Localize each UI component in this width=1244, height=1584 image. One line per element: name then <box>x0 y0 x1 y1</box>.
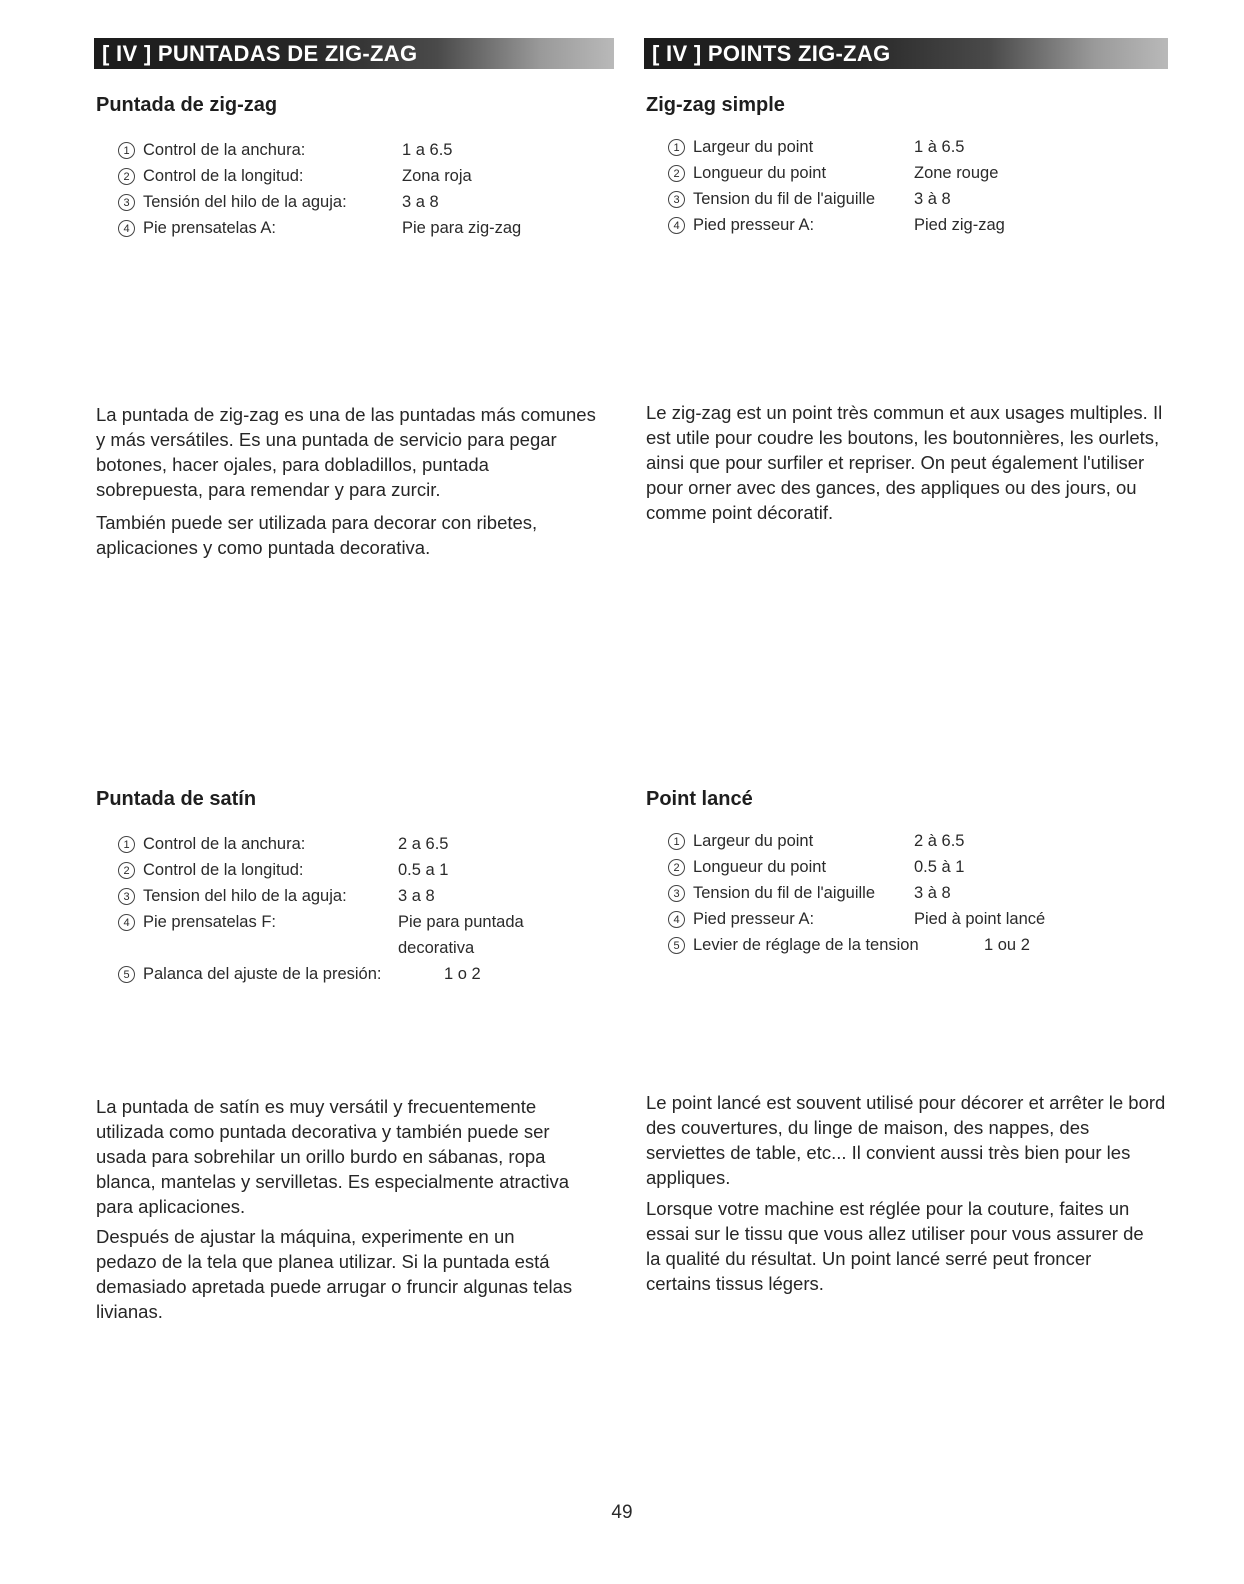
number-4-icon: 4 <box>668 911 685 928</box>
number-1-icon: 1 <box>668 833 685 850</box>
page-number: 49 <box>611 1502 633 1523</box>
spec-label: Tensión del hilo de la aguja: <box>143 193 347 211</box>
number-4-icon: 4 <box>668 217 685 234</box>
spec-row <box>668 212 1005 238</box>
number-1-icon: 1 <box>118 142 135 159</box>
spec-row <box>118 961 481 987</box>
number-2-icon: 2 <box>118 862 135 879</box>
spec-label: Tension du fil de l'aiguille <box>693 884 876 902</box>
spec-value: 1 ou 2 <box>984 936 1030 954</box>
spec-value: 3 a 8 <box>402 193 439 211</box>
spec-row <box>668 160 999 186</box>
number-2-icon: 2 <box>668 859 685 876</box>
number-4-icon: 4 <box>118 220 135 237</box>
spec-row <box>668 134 965 160</box>
spec-label: Pied presseur A: <box>693 910 815 928</box>
spec-value: 3 à 8 <box>914 884 951 902</box>
spec-value: 2 à 6.5 <box>914 832 965 850</box>
satin-paragraph-1-es: La puntada de satín es muy versátil y frecuentemente utilizada como puntada decorativa y también puede ser usada para sobrehilar un orillo burdo en sábanas, ropa blanca, mantelas y servilletas. Es especialmente atractiva para aplicaciones. <box>96 1096 569 1217</box>
spec-label: Pied presseur A: <box>693 216 815 234</box>
satin-paragraph-2-es: Después de ajustar la máquina, experimente en un pedazo de la tela que planea utilizar. Si la puntada está demasiado apretada puede arrugar o fruncir algunas telas livianas. <box>96 1226 573 1322</box>
lance-paragraph-2-fr: Lorsque votre machine est réglée pour la couture, faites un essai sur le tissu que vous allez utiliser pour vous assurer de la qualité du résultat. Un point lancé serré peut froncer certains tissus légers. <box>646 1198 1144 1294</box>
spec-row <box>118 137 453 163</box>
number-2-icon: 2 <box>118 168 135 185</box>
lance-paragraph-1-fr: Le point lancé est souvent utilisé pour décorer et arrêter le bord des couvertures, du linge de maison, des nappes, des serviettes de table, etc... Il convient aussi très bien pour les appliques. <box>646 1092 1166 1188</box>
spec-value: 3 a 8 <box>398 887 435 905</box>
spec-value: 0.5 a 1 <box>398 861 449 879</box>
spanish-column <box>94 38 614 1322</box>
spec-value: 3 à 8 <box>914 190 951 208</box>
spec-label: Pie prensatelas F: <box>143 913 276 931</box>
spec-label: Largeur du point <box>693 832 814 850</box>
spec-value: Pied zig-zag <box>914 216 1005 234</box>
spec-value: 1 a 6.5 <box>402 141 453 159</box>
spec-value: Pie para puntada <box>398 913 524 931</box>
spec-label: Palanca del ajuste de la presión: <box>143 965 382 983</box>
spec-label: Control de la longitud: <box>143 861 304 879</box>
satin-specs-es <box>118 831 524 987</box>
spec-value: Pie para zig-zag <box>402 219 522 237</box>
spec-value-continued: decorativa <box>398 939 475 957</box>
spec-label: Tension du fil de l'aiguille <box>693 190 876 208</box>
spec-row <box>668 854 965 880</box>
spec-label: Levier de réglage de la tension <box>693 936 919 954</box>
number-1-icon: 1 <box>118 836 135 853</box>
zigzag-specs-es <box>118 137 522 241</box>
spec-row <box>668 906 1046 932</box>
spec-row <box>668 186 951 212</box>
number-1-icon: 1 <box>668 139 685 156</box>
spec-row <box>118 831 449 857</box>
zigzag-paragraph-1-fr: Le zig-zag est un point très commun et aux usages multiples. Il est utile pour coudre les boutons, les boutonnières, les ourlets, ainsi que pour surfiler et repriser. On peut également l'utiliser pour orner avec des gances, des appliques ou des jours, ou comme point décoratif. <box>646 402 1163 523</box>
lance-title-fr: Point lancé <box>646 788 753 810</box>
number-4-icon: 4 <box>118 914 135 931</box>
spec-row <box>668 932 1030 958</box>
zigzag-title-fr: Zig-zag simple <box>646 94 785 116</box>
zigzag-specs-fr <box>668 134 1005 238</box>
spec-value: 0.5 à 1 <box>914 858 965 876</box>
spec-row <box>118 189 439 215</box>
spec-row <box>118 215 522 241</box>
zigzag-paragraph-1-es: La puntada de zig-zag es una de las puntadas más comunes y más versátiles. Es una puntada de servicio para pegar botones, hacer ojales, para dobladillos, puntada sobrepuesta, para remendar y para zurcir. <box>96 404 596 500</box>
spec-label: Control de la anchura: <box>143 835 306 853</box>
spec-label: Pie prensatelas A: <box>143 219 276 237</box>
french-column <box>644 38 1168 1294</box>
spec-value: 1 à 6.5 <box>914 138 965 156</box>
spec-label: Tension del hilo de la aguja: <box>143 887 347 905</box>
spec-row-continued <box>118 935 475 961</box>
spec-row <box>118 163 472 189</box>
spec-row <box>118 883 435 909</box>
number-3-icon: 3 <box>668 885 685 902</box>
spec-label: Longueur du point <box>693 164 827 182</box>
spec-label: Largeur du point <box>693 138 814 156</box>
spec-label: Longueur du point <box>693 858 827 876</box>
satin-title-es: Puntada de satín <box>96 788 257 810</box>
number-3-icon: 3 <box>668 191 685 208</box>
number-5-icon: 5 <box>118 966 135 983</box>
lance-specs-fr <box>668 828 1046 958</box>
spec-row <box>668 880 951 906</box>
spec-label: Control de la anchura: <box>143 141 306 159</box>
number-3-icon: 3 <box>118 194 135 211</box>
number-3-icon: 3 <box>118 888 135 905</box>
spec-row <box>118 857 449 883</box>
spec-value: 2 a 6.5 <box>398 835 449 853</box>
spec-value: Zona roja <box>402 167 472 185</box>
zigzag-paragraph-2-es: También puede ser utilizada para decorar con ribetes, aplicaciones y como puntada decorativa. <box>96 512 538 558</box>
section-banner-es: [ IV ] PUNTADAS DE ZIG-ZAG <box>94 38 614 69</box>
number-5-icon: 5 <box>668 937 685 954</box>
spec-row <box>118 909 524 935</box>
spec-row <box>668 828 965 854</box>
spec-value: Zone rouge <box>914 164 999 182</box>
spec-value: Pied à point lancé <box>914 910 1046 928</box>
spec-value: 1 o 2 <box>444 965 481 983</box>
spec-label: Control de la longitud: <box>143 167 304 185</box>
number-2-icon: 2 <box>668 165 685 182</box>
zigzag-title-es: Puntada de zig-zag <box>96 94 278 116</box>
section-banner-fr: [ IV ] POINTS ZIG-ZAG <box>644 38 1168 69</box>
